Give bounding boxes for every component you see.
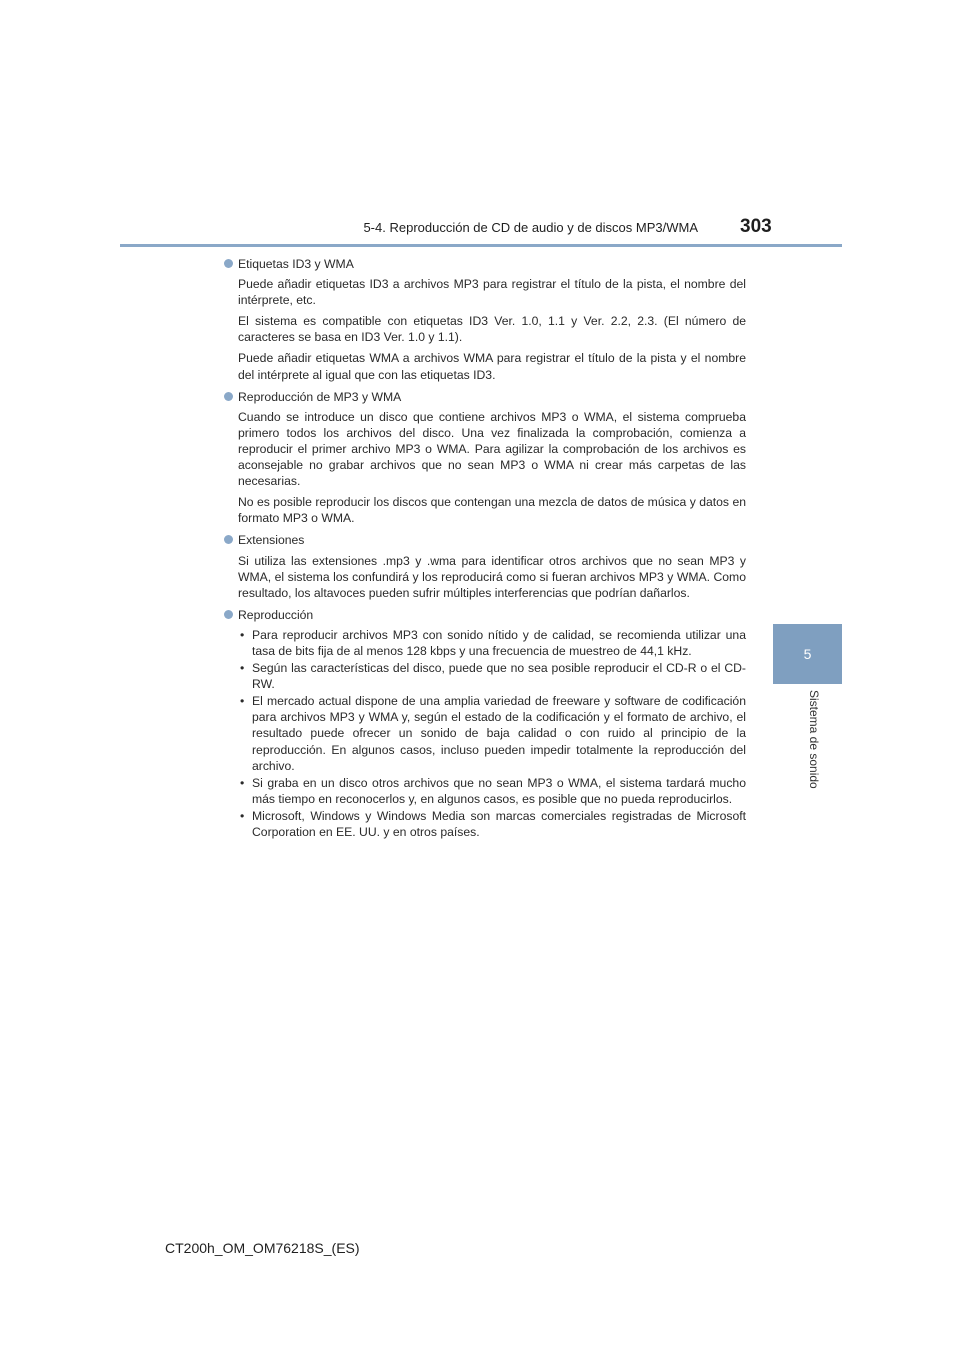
bullet-icon [224,535,233,544]
section-title-text: Etiquetas ID3 y WMA [238,257,354,271]
list-item-text: Si graba en un disco otros archivos que no sean MP3 o WMA, el sistema tardará mucho más tiempo en reconocerlos y, en algunos casos, es posible que no pueda reproducirlos. [252,775,746,806]
header-rule [120,244,842,247]
list-dot-icon: • [240,661,245,676]
paragraph: Cuando se introduce un disco que contiene archivos MP3 o WMA, el sistema comprueba primero todos los archivos del disco. Una vez finalizada la comprobación, comienza a reproducir el primer archivo MP3 o WMA. Para agilizar la comprobación de los archivos es aconsejable no grabar archivos que no sean MP3 o WMA ni crear más carpetas de las necesarias. [238,409,746,489]
list-dot-icon: • [240,627,245,642]
chapter-tab: 5 [773,624,842,684]
paragraph: Puede añadir etiquetas ID3 a archivos MP3 para registrar el título de la pista, el nombre del intérprete, etc. [238,277,746,308]
list-item-text: Microsoft, Windows y Windows Media son marcas comerciales registradas de Microsoft Corporation en EE. UU. y en otros países. [252,808,746,839]
list-item [238,660,746,692]
bullet-icon [224,392,233,401]
list-dot-icon: • [240,775,245,790]
section-title [222,256,746,272]
list-item [238,775,746,807]
page-header-title: 5-4. Reproducción de CD de audio y de discos MP3/WMA [363,220,698,235]
section-title-text: Extensiones [238,533,305,548]
list-item-text: Según las características del disco, puede que no sea posible reproducir el CD-R o el CD-RW. [252,661,746,692]
paragraph: El sistema es compatible con etiquetas ID3 Ver. 1.0, 1.1 y Ver. 2.2, 2.3. (El número de caracteres se basa en ID3 Ver. 1.0 y 1.1). [238,314,746,345]
page-content [222,256,746,846]
bullet-icon [224,259,233,268]
section-title [222,389,746,405]
section-title [222,532,746,548]
section-id3-tags [222,256,746,383]
paragraph: No es posible reproducir los discos que contengan una mezcla de datos de música y datos en formato MP3 o WMA. [238,495,746,526]
list-dot-icon: • [240,808,245,823]
page-number: 303 [740,216,772,237]
document-code: CT200h_OM_OM76218S_(ES) [165,1240,360,1256]
bullet-icon [224,610,233,619]
list-dot-icon: • [240,694,245,709]
section-title-text: Reproducción [238,607,314,622]
section-mp3-wma-playback [222,389,746,527]
paragraph: Si utiliza las extensiones .mp3 y .wma para identificar otros archivos que no sean MP3 y WMA, el sistema los confundirá y los reproducirá como si fueran archivos MP3 y WMA. Como resultado, los altavoces pueden sufrir múltiples interferencias que podrían dañarlos. [238,553,746,600]
section-title-text: Reproducción de MP3 y WMA [238,389,402,404]
list-item [238,693,746,773]
section-title [222,607,746,623]
list-item [238,627,746,659]
list-item-text: El mercado actual dispone de una amplia variedad de freeware y software de codificación para archivos MP3 y WMA y, según el estado de la codificación y el formato de archivo, el resultado puede ofrecer un sonido de baja calidad o con ruido al principio de la reproducción. En algunos casos, incluso pueden impedir totalmente la reproducción del archivo. [252,694,746,773]
section-playback [222,607,746,840]
section-extensions [222,532,746,600]
playback-notes-list [238,627,746,840]
list-item [238,808,746,840]
paragraph: Puede añadir etiquetas WMA a archivos WMA para registrar el título de la pista y el nombre del intérprete al igual que con las etiquetas ID3. [238,351,746,382]
chapter-name: Sistema de sonido [807,690,821,789]
list-item-text: Para reproducir archivos MP3 con sonido nítido y de calidad, se recomienda utilizar una tasa de bits fija de al menos 128 kbps y una frecuencia de muestreo de 44,1 kHz. [252,627,746,658]
